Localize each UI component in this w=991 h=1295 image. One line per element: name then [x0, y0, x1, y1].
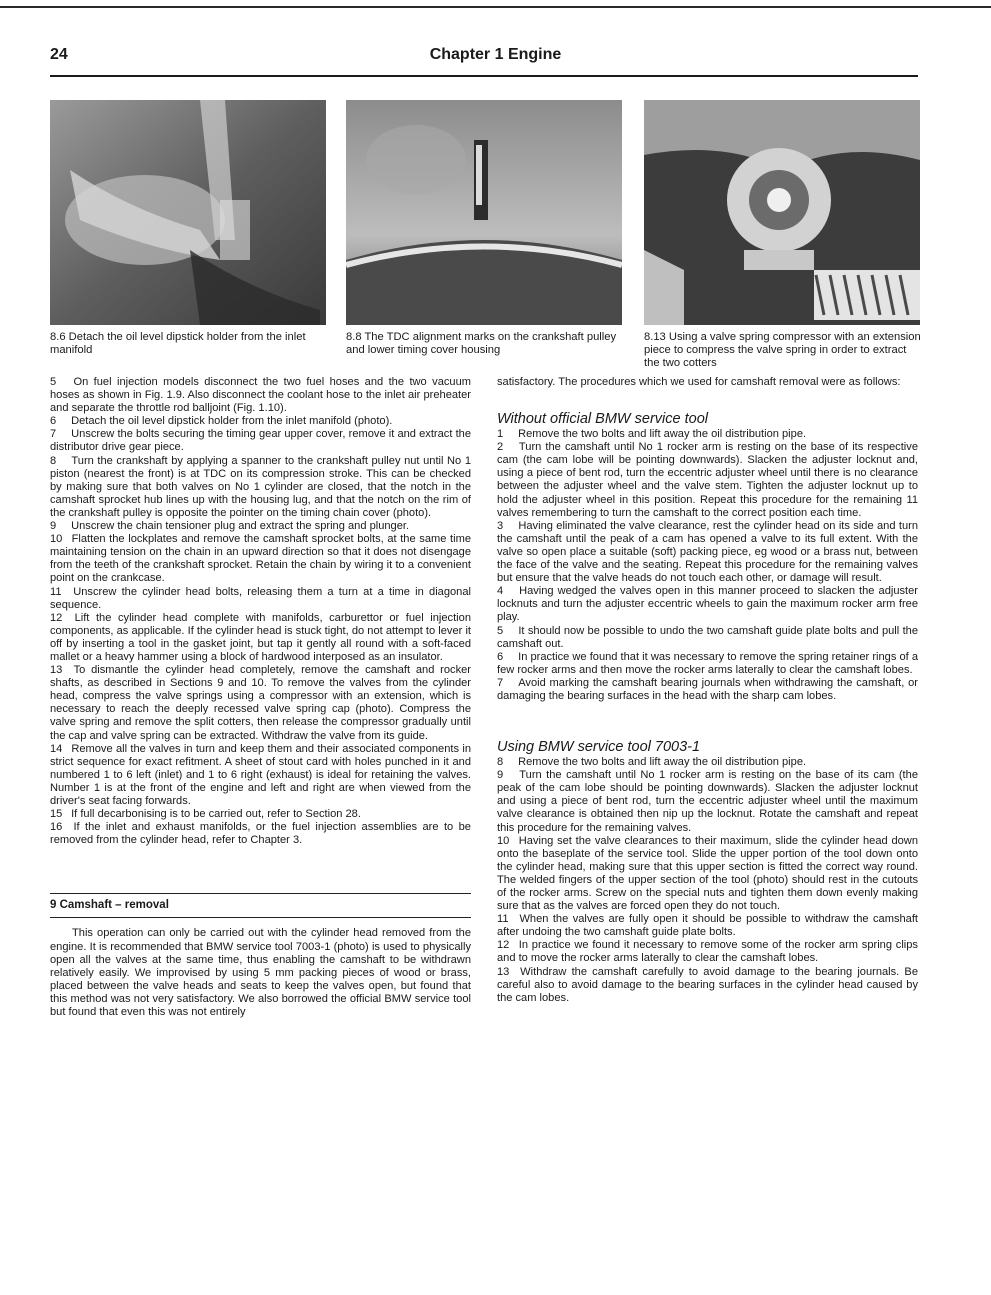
section-spacer	[497, 389, 918, 411]
numbered-paragraph	[497, 966, 918, 1005]
numbered-paragraph	[50, 415, 471, 428]
paragraph-number: 4	[497, 585, 504, 598]
numbered-paragraph	[50, 520, 471, 533]
paragraph-text: Having set the valve clearances to their maximum, slide the cylinder head down onto the baseplate of the service tool. Slide the upper portion of the tool down onto the cylinder head, making sure that this upper section is fitted the correct way round. The welded fingers of the upper section of the tool (photo) should rest in the cutouts of the rocker arms. Screw on the special nuts and tighten them down evenly making sure that as the valves are forced open they do not touch.	[497, 834, 918, 913]
paragraph-text: In practice we found it necessary to remove some of the rocker arm spring clips and to move the rocker arms laterally to clear the camshaft lobes.	[497, 939, 918, 965]
paragraph-text: Flatten the lockplates and remove the camshaft sprocket bolts, at the same time maintaining tension on the chain in an upward direction so that it does not disengage from the teeth of the crankshaft sprocket. Retain the chain by wiring it to a convenient point on the crankcase.	[50, 533, 471, 585]
paragraph-number: 1	[497, 428, 504, 441]
paragraph-text: If the inlet and exhaust manifolds, or the fuel injection assemblies are to be removed from the cylinder head, refer to Chapter 3.	[50, 821, 471, 847]
page-number: 24	[50, 46, 68, 63]
paragraph-number: 14	[50, 742, 63, 755]
right-column	[497, 376, 918, 1005]
numbered-paragraph	[497, 441, 918, 520]
paragraph-text: Turn the camshaft until No 1 rocker arm is resting on the base of its cam (the peak of the cam lobe should be pointing downwards). Slacken the adjuster locknut and using a piece of bent rod, turn the eccentric adjuster wheel until the maximum valve clearance is obtained then nip up the locknut. Rotate the camshaft and repeat this procedure for the remaining valves.	[497, 769, 918, 834]
paragraph-text: Turn the camshaft until No 1 rocker arm is resting on the base of its respective cam (the cam lobe will be pointing downwards). Slacken the adjuster locknut and, using a piece of bent rod, turn the eccentric adjuster wheel until there is no clearance between the adjuster wheel and the valve stem. Tighten the adjuster locknut up to hold the adjuster wheel in this position. Repeat this procedure for the remaining 11 valves remembering to turn the camshaft to the correct position each time.	[497, 441, 918, 519]
numbered-paragraph	[497, 677, 918, 703]
numbered-paragraph	[50, 586, 471, 612]
paragraph-text: Having wedged the valves open in this manner proceed to slacken the adjuster locknuts and turn the adjuster eccentric wheels to gain the maximum rocker arm free play.	[497, 585, 918, 624]
paragraph-text: Unscrew the cylinder head bolts, releasing them a turn at a time in diagonal sequence.	[50, 585, 471, 611]
numbered-paragraph	[497, 651, 918, 677]
numbered-paragraph	[50, 428, 471, 454]
paragraph-number: 10	[497, 834, 510, 847]
paragraph-number: 12	[50, 611, 63, 624]
numbered-paragraph	[497, 585, 918, 624]
header-rule	[50, 75, 918, 77]
numbered-paragraph	[497, 769, 918, 834]
paragraph-number: 11	[50, 585, 62, 598]
paragraph-text: Detach the oil level dipstick holder from the inlet manifold (photo).	[71, 415, 393, 428]
paragraph-text: It should now be possible to undo the two camshaft guide plate bolts and pull the camshaft out.	[497, 624, 918, 650]
left-column	[50, 376, 471, 1019]
paragraph-number: 11	[497, 913, 509, 926]
paragraph-number: 9	[50, 520, 57, 533]
numbered-paragraph	[497, 520, 918, 585]
paragraph-text: If full decarbonising is to be carried out, refer to Section 28.	[71, 808, 361, 821]
section-heading: 9 Camshaft – removal	[50, 893, 471, 918]
left-paragraphs	[50, 376, 471, 847]
paragraph-text: Withdraw the camshaft carefully to avoid damage to the bearing journals. Be careful also to avoid damage to the bearing surfaces in the cylinder head caused by the cam lobes.	[497, 965, 918, 1004]
numbered-paragraph	[50, 376, 471, 415]
paragraph-number: 5	[50, 376, 57, 388]
numbered-paragraph	[497, 913, 918, 939]
paragraph-number: 6	[497, 650, 504, 663]
numbered-paragraph	[50, 821, 471, 847]
paragraph-number: 6	[50, 415, 57, 428]
section-intro: This operation can only be carried out with the cylinder head removed from the engine. It is recommended that BMW service tool 7003-1 (photo) is used to physically open all the valves at the same time, thus enabling the camshaft to be withdrawn relatively easily. We improvised by using 5 mm packing pieces of wood or brass, placed between the valve heads and seats to keep the valves open, but found that this method was not very satisfactory. We also borrowed the official BMW service tool but found that even this was not entirely	[50, 927, 471, 1019]
numbered-paragraph	[497, 625, 918, 651]
continuation-text: satisfactory. The procedures which we used for camshaft removal were as follows:	[497, 376, 901, 388]
paragraph-number: 15	[50, 808, 63, 821]
section-spacer	[497, 703, 918, 739]
numbered-paragraph	[50, 612, 471, 664]
paragraph-text: Having eliminated the valve clearance, rest the cylinder head on its side and turn the camshaft until the peak of a cam has opened a valve to its full extent. With the valve so open place a suitable (soft) packing piece, eg wood or a brass nut, between the face of the valve and the seating. Repeat this procedure for the remaining valves but ensure that the valve heads do not touch each other, or damage will result.	[497, 519, 918, 585]
numbered-paragraph	[50, 455, 471, 520]
photo-caption: 8.6 Detach the oil level dipstick holder from the inlet manifold	[50, 331, 306, 356]
paragraph-text: Unscrew the chain tensioner plug and extract the spring and plunger.	[71, 520, 410, 533]
numbered-paragraph	[50, 664, 471, 743]
subheading: Without official BMW service tool	[497, 411, 708, 428]
paragraph-text: Lift the cylinder head complete with manifolds, carburettor or fuel injection components, as applicable. If the cylinder head is stuck tight, do not attempt to lever it off by inserting a tool in the gasket joint, but tap it gently all round with a soft-faced mallet or a heavy hammer using a block of hardwood interposed as an insulator.	[50, 611, 471, 663]
procedure-group-with-tool	[497, 756, 918, 1005]
paragraph-number: 8	[50, 454, 57, 467]
numbered-paragraph	[50, 533, 471, 585]
paragraph-text: When the valves are fully open it should be possible to withdraw the camshaft after undoing the two camshaft guide plate bolts.	[497, 913, 918, 939]
paragraph-number: 5	[497, 624, 504, 637]
subheading: Using BMW service tool 7003-1	[497, 739, 701, 756]
paragraph-text: Remove the two bolts and lift away the oil distribution pipe.	[518, 428, 807, 441]
paragraph-number: 7	[497, 676, 504, 689]
numbered-paragraph	[497, 756, 918, 769]
paragraph-number: 7	[50, 428, 57, 441]
paragraph-number: 12	[497, 939, 510, 952]
chapter-title: Chapter 1 Engine	[429, 46, 562, 63]
paragraph-text: In practice we found that it was necessary to remove the spring retainer rings of a few rocker arms and then move the rocker arms laterally to clear the camshaft lobes.	[497, 650, 918, 676]
paragraph-text: Turn the crankshaft by applying a spanner to the crankshaft pulley nut until No 1 piston (nearest the front) is at TDC on its compression stroke. This can be checked by making sure that both valves on No 1 cylinder are closed, that the notch in the camshaft sprocket hub lines up with the housing lug, and that the notch on the rim of the crankshaft pulley is opposite the pointer on the timing chain cover (photo).	[50, 454, 471, 519]
numbered-paragraph	[50, 808, 471, 821]
paragraph-number: 16	[50, 821, 63, 834]
paragraph-number: 10	[50, 533, 63, 546]
paragraph-text: To dismantle the cylinder head completely, remove the camshaft and rocker shafts, as described in Sections 9 and 10. To remove the valves from the cylinder head, compress the valve springs using a compressor with an extension, which is necessary to reach the deeply recessed valve spring cap (photo). Compress the valve spring and remove the split cotters, then release the compressor gradually until the cap and valve spring can be extracted. Withdraw the valve from its guide.	[50, 664, 471, 742]
paragraph-number: 13	[50, 664, 63, 677]
paragraph-text: On fuel injection models disconnect the two fuel hoses and the two vacuum hoses as shown in Fig. 1.9. Also disconnect the coolant hose to the inlet air preheater and separate the throttle rod balljoint (Fig. 1.10).	[50, 376, 471, 415]
section-spacer	[50, 918, 471, 927]
section-spacer	[50, 847, 471, 893]
procedure-group-without-tool	[497, 428, 918, 703]
paragraph-text: Avoid marking the camshaft bearing journals when withdrawing the camshaft, or damaging the bearing surfaces in the head with the sharp cam lobes.	[497, 676, 918, 702]
paragraph-number: 9	[497, 769, 504, 782]
photo-tdc-marks	[346, 100, 622, 325]
paragraph-number: 2	[497, 441, 504, 454]
paragraph-number: 8	[497, 756, 504, 769]
numbered-paragraph	[497, 428, 918, 441]
numbered-paragraph	[497, 939, 918, 965]
paragraph-number: 13	[497, 965, 510, 978]
paragraph-text: Unscrew the bolts securing the timing gear upper cover, remove it and extract the distributor drive gear piece.	[50, 428, 471, 454]
photo-valve-spring-compressor	[644, 100, 920, 325]
top-rule	[0, 6, 991, 8]
paragraph-text: Remove all the valves in turn and keep them and their associated components in strict sequence for exact refitment. A sheet of stout card with holes punched in it and numbered 1 to 6 left (inlet) and 1 to 6 right (exhaust) is ideal for retaining the valves. Number 1 is at the front of the engine and left and right are when viewed from the driver's seat facing forwards.	[50, 742, 471, 807]
paragraph-number: 3	[497, 519, 504, 532]
numbered-paragraph	[50, 743, 471, 808]
photo-caption: 8.8 The TDC alignment marks on the crankshaft pulley and lower timing cover housing	[346, 331, 617, 356]
photo-caption: 8.13 Using a valve spring compressor with an extension piece to compress the valve spring in order to extract the two cotters	[644, 331, 921, 369]
photo-dipstick-holder	[50, 100, 326, 325]
numbered-paragraph	[497, 835, 918, 914]
paragraph-text: Remove the two bolts and lift away the oil distribution pipe.	[518, 756, 807, 769]
